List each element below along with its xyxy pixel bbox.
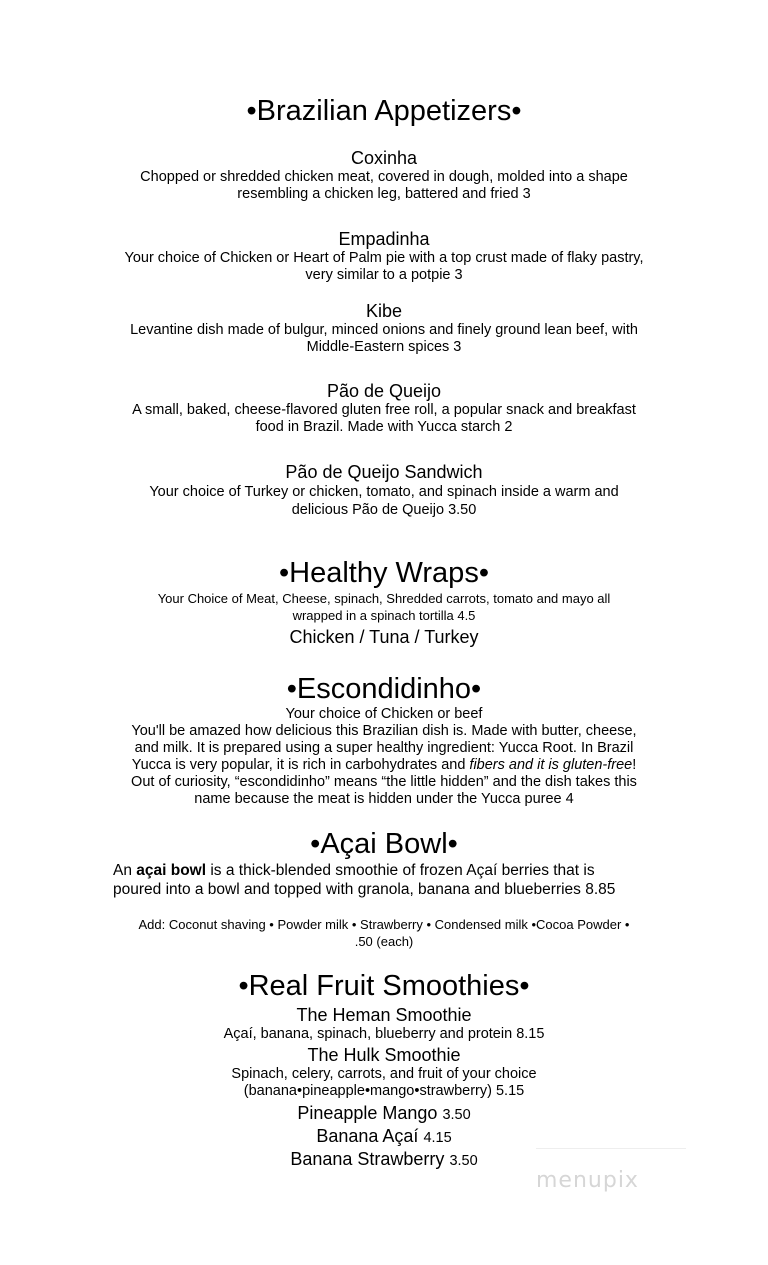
acai-text-part: is a thick-blended smoothie of frozen Açaí berries that is (206, 862, 595, 879)
item-name: Coxinha (350, 148, 418, 168)
wraps-options: Chicken / Tuna / Turkey (289, 627, 479, 647)
item-description: Middle-Eastern spices 3 (306, 339, 462, 355)
acai-addons: Add: Coconut shaving • Powder milk • Strawberry • Condensed milk •Cocoa Powder • (138, 917, 630, 932)
smoothie-item-price: 3.50 (442, 1107, 471, 1123)
acai-description: poured into a bowl and topped with granola, banana and blueberries 8.85 (113, 881, 616, 898)
item-name: Empadinha (338, 229, 430, 249)
escondidinho-text (0, 757, 768, 775)
acai-text-part: An (113, 862, 137, 879)
acai-addons-price: .50 (each) (354, 934, 414, 949)
smoothie-item-price: 3.50 (449, 1153, 478, 1169)
item-description: very similar to a potpie 3 (305, 267, 463, 283)
item-description: A small, baked, cheese-flavored gluten free roll, a popular snack and breakfast (132, 402, 636, 418)
wraps-description: Your Choice of Meat, Cheese, spinach, Shredded carrots, tomato and mayo all (157, 591, 611, 606)
wraps-title: •Healthy Wraps• (279, 557, 489, 589)
item-description: Chopped or shredded chicken meat, covered in dough, molded into a shape (140, 169, 628, 185)
escondidinho-text-italic: fibers and it is gluten-free (469, 757, 633, 773)
escondidinho-text-part: ! (632, 757, 637, 773)
watermark-line (536, 1148, 686, 1149)
item-name: Pão de Queijo (326, 381, 442, 401)
item-description: Your choice of Turkey or chicken, tomato, and spinach inside a warm and (149, 484, 619, 500)
wraps-description: wrapped in a spinach tortilla 4.5 (292, 608, 476, 623)
item-description: food in Brazil. Made with Yucca starch 2 (255, 419, 513, 435)
smoothie-description: (banana•pineapple•mango•strawberry) 5.15 (243, 1083, 525, 1099)
item-description: resembling a chicken leg, battered and fried 3 (237, 186, 531, 202)
acai-text-bold: açai bowl (136, 862, 207, 879)
smoothie-item-name: Banana Strawberry (290, 1149, 445, 1169)
escondidinho-text: name because the meat is hidden under the Yucca puree 4 (194, 791, 574, 807)
smoothie-description: Açaí, banana, spinach, blueberry and protein 8.15 (223, 1026, 545, 1042)
escondidinho-title: •Escondidinho• (286, 673, 482, 705)
watermark-logo: menupix (536, 1168, 639, 1193)
smoothie-description: Spinach, celery, carrots, and fruit of your choice (231, 1066, 537, 1082)
smoothie-item (0, 1125, 768, 1149)
acai-description (113, 861, 673, 880)
acai-title: •Açai Bowl• (310, 828, 458, 860)
item-description: delicious Pão de Queijo 3.50 (291, 502, 477, 518)
escondidinho-text-part: Yucca is very popular, it is rich in carbohydrates and (131, 757, 470, 773)
item-description: Levantine dish made of bulgur, minced onions and finely ground lean beef, with (130, 322, 638, 338)
escondidinho-text: You'll be amazed how delicious this Brazilian dish is. Made with butter, cheese, (131, 723, 637, 739)
appetizers-title: •Brazilian Appetizers• (246, 95, 522, 127)
escondidinho-text: Out of curiosity, “escondidinho” means “the little hidden” and the dish takes this (131, 774, 637, 790)
escondidinho-text: and milk. It is prepared using a super healthy ingredient: Yucca Root. In Brazil (134, 740, 634, 756)
smoothie-item-name: Banana Açaí (316, 1126, 419, 1146)
smoothie-name: The Heman Smoothie (296, 1005, 472, 1025)
smoothie-name: The Hulk Smoothie (307, 1045, 461, 1065)
escondidinho-subtitle: Your choice of Chicken or beef (285, 706, 483, 722)
smoothies-title: •Real Fruit Smoothies• (238, 970, 530, 1002)
smoothie-item (0, 1102, 768, 1126)
smoothie-item-price: 4.15 (423, 1130, 452, 1146)
smoothie-item (0, 1148, 768, 1172)
item-name: Kibe (365, 301, 403, 321)
item-name: Pão de Queijo Sandwich (285, 462, 483, 482)
item-description: Your choice of Chicken or Heart of Palm pie with a top crust made of flaky pastry, (124, 250, 644, 266)
smoothie-item-name: Pineapple Mango (297, 1103, 438, 1123)
